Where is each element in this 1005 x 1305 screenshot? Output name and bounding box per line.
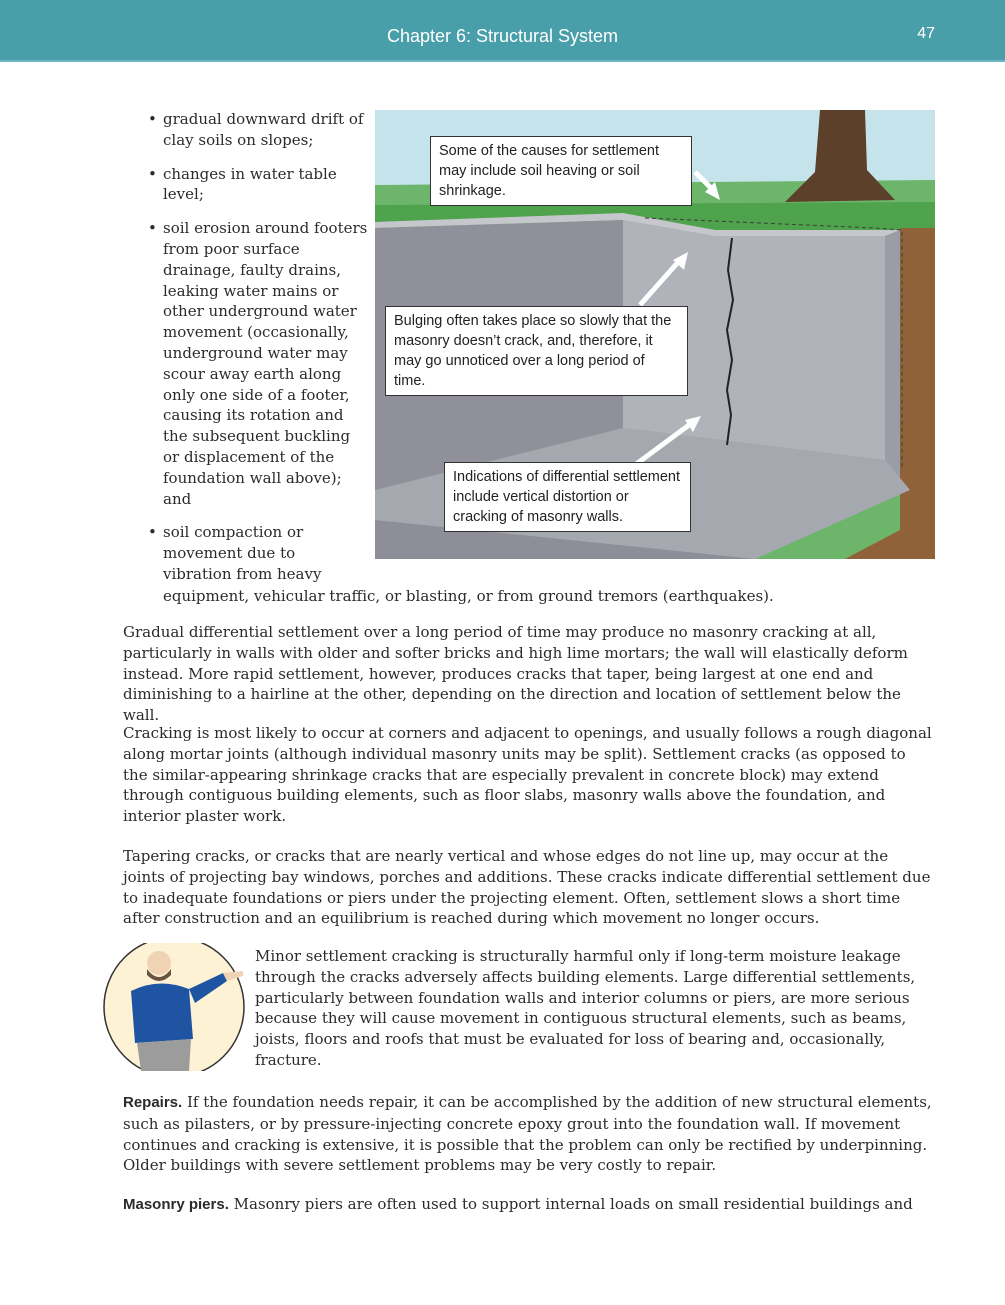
- list-item-continuation: equipment, vehicular traffic, or blasting, or from ground tremors (earthquakes).: [163, 587, 774, 605]
- list-item: • changes in water table level;: [146, 164, 368, 206]
- paragraph-gradual-settlement: Gradual differential settlement over a long period of time may produce no masonry cracking at all, particularly in walls with older and softer bricks and high lime mortars; the wall will elastically deform instead. More rapid settlement, however, produces cracks that taper, being largest at one end and diminishing to a hairline at the other, depending on the direction and location of settlement below the wall.: [123, 623, 908, 725]
- paragraph-masonry-piers: [123, 1194, 933, 1216]
- masonry-piers-heading: Masonry piers.: [123, 1196, 229, 1213]
- repairs-heading: Repairs.: [123, 1094, 183, 1111]
- list-item: • soil compaction or movement due to vibration from heavy: [146, 522, 368, 584]
- list-item: • gradual downward drift of clay soils on slopes;: [146, 109, 368, 151]
- paragraph-repairs: [123, 1092, 933, 1176]
- inspector-pointing-icon: [103, 943, 245, 1071]
- list-item: • soil erosion around footers from poor surface drainage, faulty drains, leaking water mains or other underground water movement (occasionally, underground water may scour away earth along only one side of a footer, causing its rotation and the subsequent buckling or displacement of the foundation wall above); and: [146, 218, 368, 509]
- inspector-mascot-avatar: [103, 943, 245, 1071]
- repairs-text: If the foundation needs repair, it can be accomplished by the addition of new structural elements, such as pilasters, or by pressure-injecting concrete epoxy grout into the foundation wall. If movement continues and cracking is extensive, it is possible that the problem can only be rectified by underpinning. Older buildings with severe settlement problems may be very costly to repair.: [123, 1093, 932, 1175]
- paragraph-cracking-locations: Cracking is most likely to occur at corners and adjacent to openings, and usually follows a rough diagonal along mortar joints (although individual masonry units may be split). Settlement cracks (as opposed to the similar-appearing shrinkage cracks that are especially prevalent in concrete block) may extend through contiguous building elements, such as floor slabs, masonry walls above the foundation, and interior plaster work.: [123, 724, 932, 826]
- foundation-settlement-illustration: [375, 110, 935, 559]
- page-number: 47: [917, 25, 935, 42]
- callout-bulging: Bulging often takes place so slowly that the masonry doesn’t crack, and, therefore, it may go unnoticed over a long period of time.: [385, 306, 688, 396]
- masonry-piers-text: Masonry piers are often used to support internal loads on small residential buildings and: [228, 1195, 913, 1213]
- chapter-title: Chapter 6: Structural System: [386, 26, 619, 46]
- callout-settlement-causes: Some of the causes for settlement may include soil heaving or soil shrinkage.: [430, 136, 692, 206]
- callout-differential-settlement: Indications of differential settlement include vertical distortion or cracking of masonry walls.: [444, 462, 691, 532]
- chapter-header-bar: [0, 0, 1005, 62]
- inspector-note: Minor settlement cracking is structurally harmful only if long-term moisture leakage through the cracks adversely affects building elements. Large differential settlements, particularly between foundation walls and interior columns or piers, are more serious because they will cause movement in contiguous structural elements, such as beams, joists, floors and roofs that must be evaluated for loss of bearing and, occasionally, fracture.: [255, 947, 916, 1069]
- paragraph-tapering-cracks: Tapering cracks, or cracks that are nearly vertical and whose edges do not line up, may occur at the joints of projecting bay windows, porches and additions. These cracks indicate differential settlement due to inadequate foundations or piers under the projecting element. Often, settlement slows a short time after construction and an equilibrium is reached during which movement no longer occurs.: [123, 847, 931, 928]
- settlement-causes-list: [146, 109, 368, 585]
